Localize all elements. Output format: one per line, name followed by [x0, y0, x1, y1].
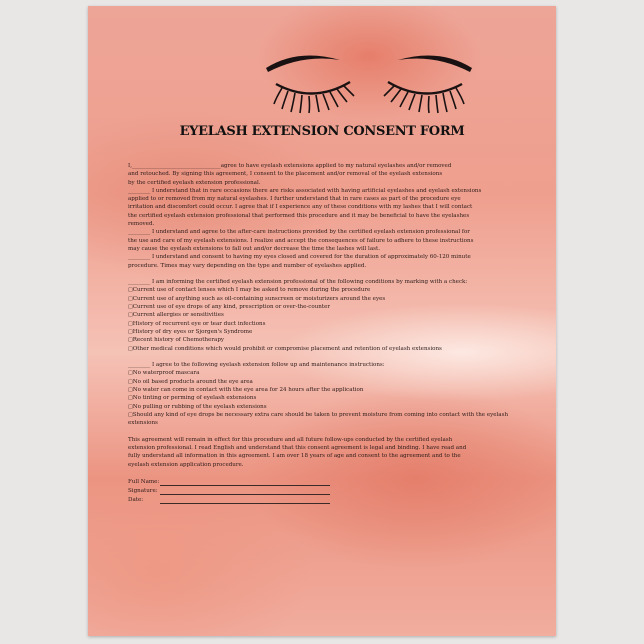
- text-line: This agreement will remain in effect for this procedure and all future follow-ups conducted by the certified eyelash: [128, 436, 453, 443]
- followup-checkbox-item[interactable]: □ No water can come in contact with the eye area for 24 hours after the application: [128, 386, 523, 394]
- full-name-row: [128, 477, 523, 486]
- condition-checkbox-item[interactable]: □ Current use of eye drops of any kind, prescription or over-the-counter: [128, 303, 523, 311]
- condition-checkbox-item[interactable]: □ Recent history of Chemotherapy: [128, 336, 523, 344]
- full-name-field[interactable]: [160, 479, 330, 486]
- text-line: eyelash extension application procedure.: [128, 461, 244, 468]
- text-line: may cause the eyelash extensions to fall out and/or decrease the time the lashes will last.: [128, 245, 380, 252]
- signature-row: [128, 486, 523, 495]
- text-line: fully understand all information in this agreement. I am over 18 years of age and consent to the agreement and to the: [128, 453, 461, 460]
- paragraph-risks: [128, 187, 523, 228]
- closed-eyes-lashes-icon: [258, 46, 480, 116]
- text-line: removed.: [128, 221, 155, 228]
- text-line: ________ I understand and consent to having my eyes closed and covered for the duration of approximately 60-120 minute: [128, 254, 471, 261]
- full-name-label: Full Name:: [128, 478, 160, 485]
- condition-checkbox-item[interactable]: □ History of recurrent eye or tear duct infections: [128, 320, 523, 328]
- date-row: [128, 495, 523, 504]
- text-line: the certified eyelash extension professional that performed this procedure and it may be beneficial to have the eyelashes: [128, 212, 470, 219]
- condition-checkbox-item[interactable]: □ Current use of contact lenses which I may be asked to remove during the procedure: [128, 286, 523, 294]
- followup-checkbox-item[interactable]: □ No tinting or perming of eyelash extensions: [128, 394, 523, 402]
- text-line: ________ I understand and agree to the after-care instructions provided by the certified eyelash extension professional for: [128, 229, 470, 236]
- text-line: extensions: [128, 420, 158, 427]
- consent-form-page: [88, 6, 556, 636]
- followup-checkbox-item[interactable]: □ Should any kind of eye drops be necessary extra care should be taken to prevent moisture from coming into contact with the eyelash: [128, 411, 523, 419]
- text-line: I,________________________________agree to have eyelash extensions applied to my natural eyelashes and/or removed: [128, 163, 452, 169]
- condition-checkbox-item[interactable]: □ Other medical conditions which would prohibit or compromise placement and retention of eyelash extensions: [128, 345, 523, 353]
- conditions-section: [128, 278, 523, 353]
- paragraph-aftercare: [128, 228, 523, 269]
- text-line: irritation and discomfort could occur. I agree that if I experience any of these conditions with my lashes that I will contact: [128, 204, 473, 211]
- date-label: Date:: [128, 496, 144, 503]
- spacer: [128, 469, 523, 477]
- paragraph-consent: [128, 162, 523, 187]
- condition-checkbox-item[interactable]: □ Current allergies or sensitivities: [128, 311, 523, 319]
- followup-checkbox-item[interactable]: □ No pulling or rubbing of the eyelash extensions: [128, 403, 523, 411]
- conditions-intro: ________ I am informing the certified eyelash extension professional of the following conditions by marking with a check:: [128, 279, 468, 286]
- signature-block: [128, 477, 523, 504]
- signature-field[interactable]: [160, 488, 330, 495]
- followup-checkbox-item[interactable]: □ No oil based products around the eye area: [128, 378, 523, 386]
- spacer: [128, 353, 523, 361]
- text-line: by the certified eyelash extension professional.: [128, 179, 261, 186]
- text-line: applied to or removed from my natural eyelashes. I further understand that in rare cases as part of the procedure eye: [128, 196, 461, 203]
- followup-checkbox-item[interactable]: □ No waterproof mascara: [128, 369, 523, 377]
- form-body: [128, 162, 523, 504]
- followup-section: [128, 361, 523, 427]
- text-line: the use and care of my eyelash extensions. I realize and accept the consequences of failure to adhere to these instructions: [128, 237, 474, 244]
- text-line: procedure. Times may vary depending on the type and number of eyelashes applied.: [128, 262, 367, 269]
- spacer: [128, 270, 523, 278]
- form-title: EYELASH EXTENSION CONSENT FORM: [179, 124, 465, 139]
- text-line: extension professional. I read English and understand that this consent agreement is legal and binding. I have read and: [128, 445, 467, 452]
- followup-intro: ________ I agree to the following eyelash extension follow up and maintenance instructions:: [128, 362, 385, 369]
- agreement-paragraph: [128, 436, 523, 469]
- text-line: ________ I understand that in rare occasions there are risks associated with having artificial eyelashes and eyelash extensions: [128, 187, 482, 194]
- text-line: and retouched. By signing this agreement, I consent to the placement and/or removal of the eyelash extensions: [128, 171, 443, 178]
- signature-label: Signature:: [128, 487, 158, 494]
- spacer: [128, 428, 523, 436]
- condition-checkbox-item[interactable]: □ History of dry eyes or Sjorgen's Syndrome: [128, 328, 523, 336]
- date-field[interactable]: [160, 497, 330, 504]
- condition-checkbox-item[interactable]: □ Current use of anything such as oil-containing sunscreen or moisturizers around the eyes: [128, 295, 523, 303]
